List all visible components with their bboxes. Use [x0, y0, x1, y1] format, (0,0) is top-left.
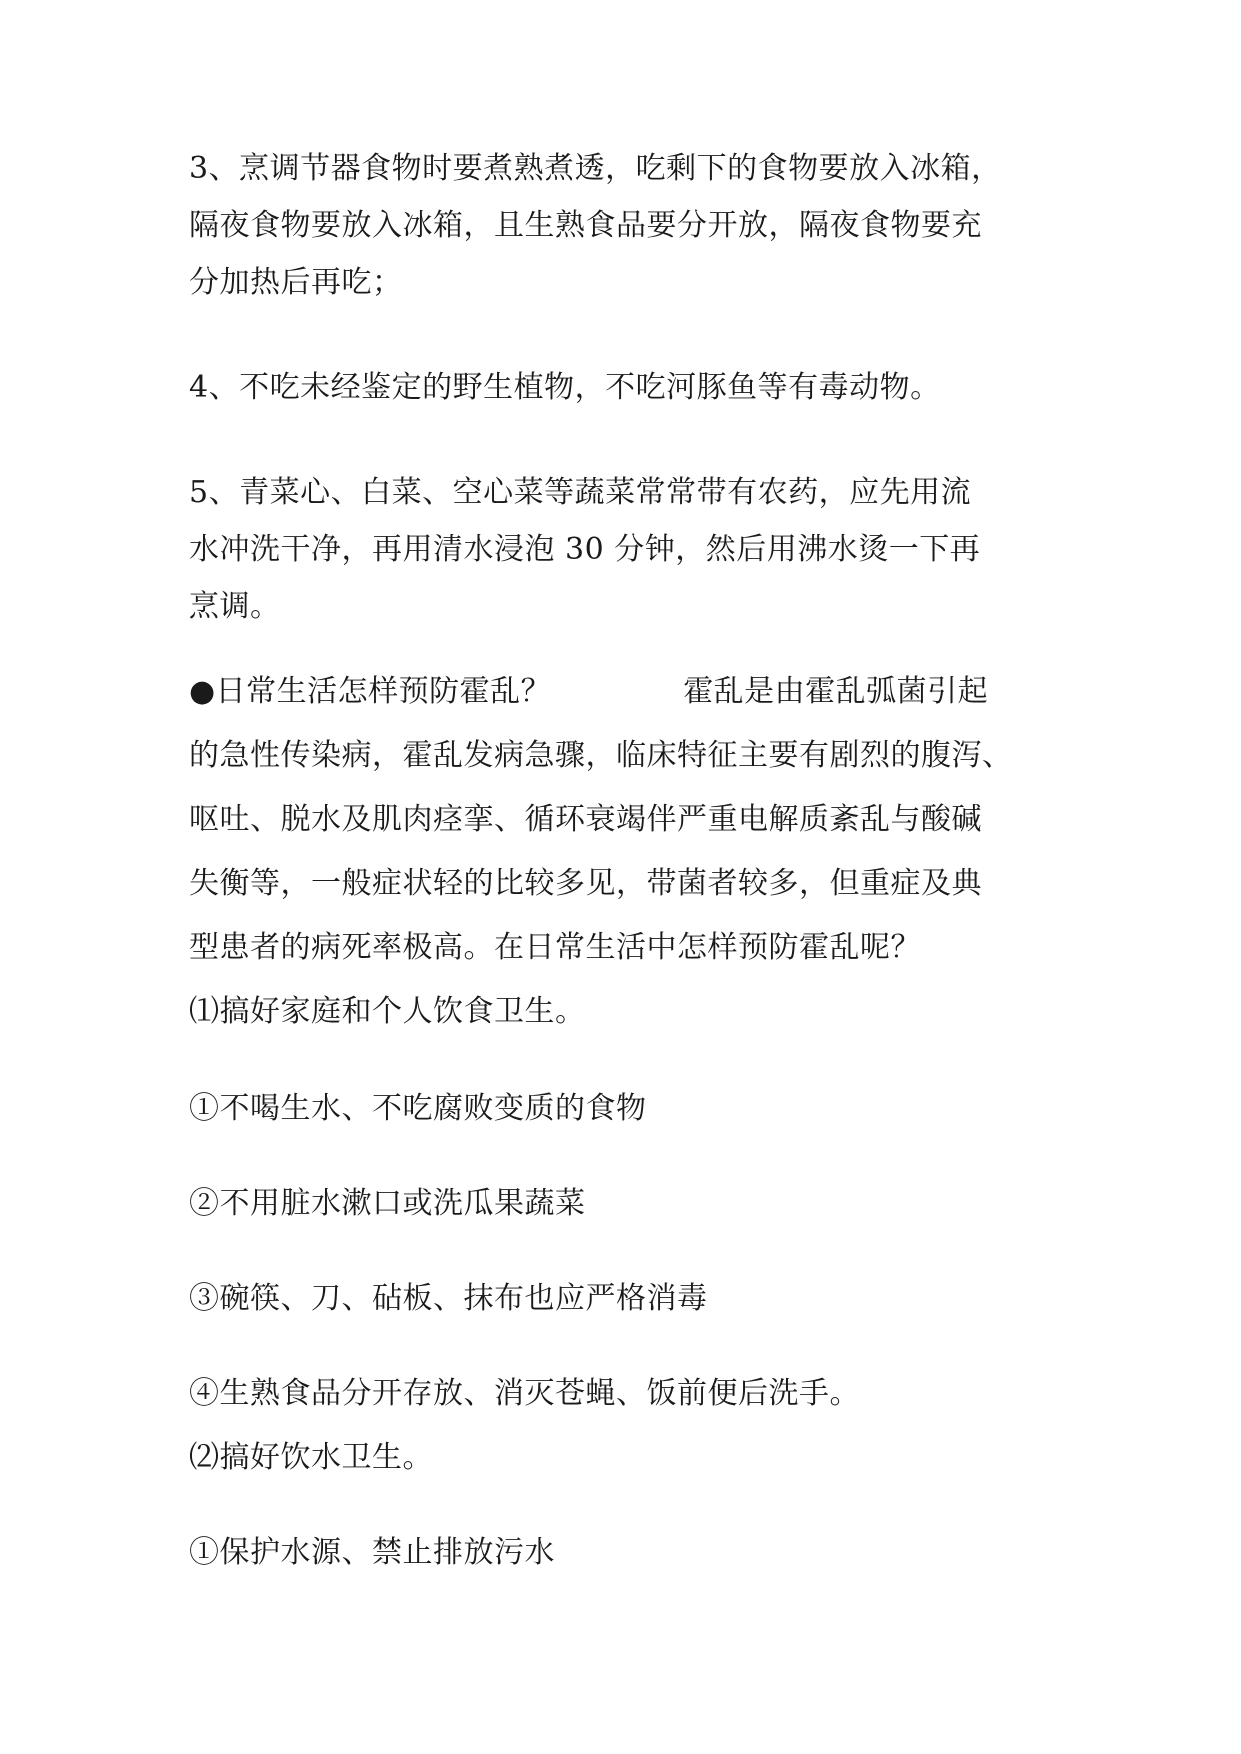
item5-line1: 5、青菜心、白菜、空心菜等蔬菜常常带有农药，应先用流: [189, 475, 972, 510]
section1-item-3: ③碗筷、刀、砧板、抹布也应严格消毒: [189, 1281, 708, 1316]
item4-line1: 4、不吃未经鉴定的野生植物，不吃河豚鱼等有毒动物。: [189, 370, 941, 405]
cholera-heading-line: [189, 672, 988, 712]
item3-line3: 分加热后再吃；: [189, 265, 403, 300]
item3-line2: 隔夜食物要放入冰箱，且生熟食品要分开放，隔夜食物要充: [189, 208, 982, 243]
cholera-line3: 呕吐、脱水及肌肉痉挛、循环衰竭伴严重电解质紊乱与酸碱: [189, 802, 982, 837]
cholera-line2: 的急性传染病，霍乱发病急骤，临床特征主要有剧烈的腹泻、: [189, 738, 1013, 773]
item3-line1: 3、烹调节器食物时要煮熟煮透，吃剩下的食物要放入冰箱，: [189, 151, 1002, 186]
item5-line3: 烹调。: [189, 589, 281, 624]
section2-item-1: ①保护水源、禁止排放污水: [189, 1535, 555, 1570]
section1-title: ⑴搞好家庭和个人饮食卫生。: [189, 994, 586, 1029]
section1-item-2: ②不用脏水漱口或洗瓜果蔬菜: [189, 1186, 586, 1221]
section2-title: ⑵搞好饮水卫生。: [189, 1440, 433, 1475]
section1-item-1: ①不喝生水、不吃腐败变质的食物: [189, 1091, 647, 1126]
cholera-heading: ●日常生活怎样预防霍乱？: [189, 674, 552, 709]
cholera-intro-start: 霍乱是由霍乱弧菌引起: [683, 674, 989, 709]
cholera-line5: 型患者的病死率极高。在日常生活中怎样预防霍乱呢？: [189, 930, 921, 965]
item5-line2: 水冲洗干净，再用清水浸泡 30 分钟，然后用沸水烫一下再: [189, 532, 981, 567]
section1-item-4: ④生熟食品分开存放、消灭苍蝇、饭前便后洗手。: [189, 1376, 860, 1411]
cholera-line4: 失衡等，一般症状轻的比较多见，带菌者较多，但重症及典: [189, 866, 982, 901]
